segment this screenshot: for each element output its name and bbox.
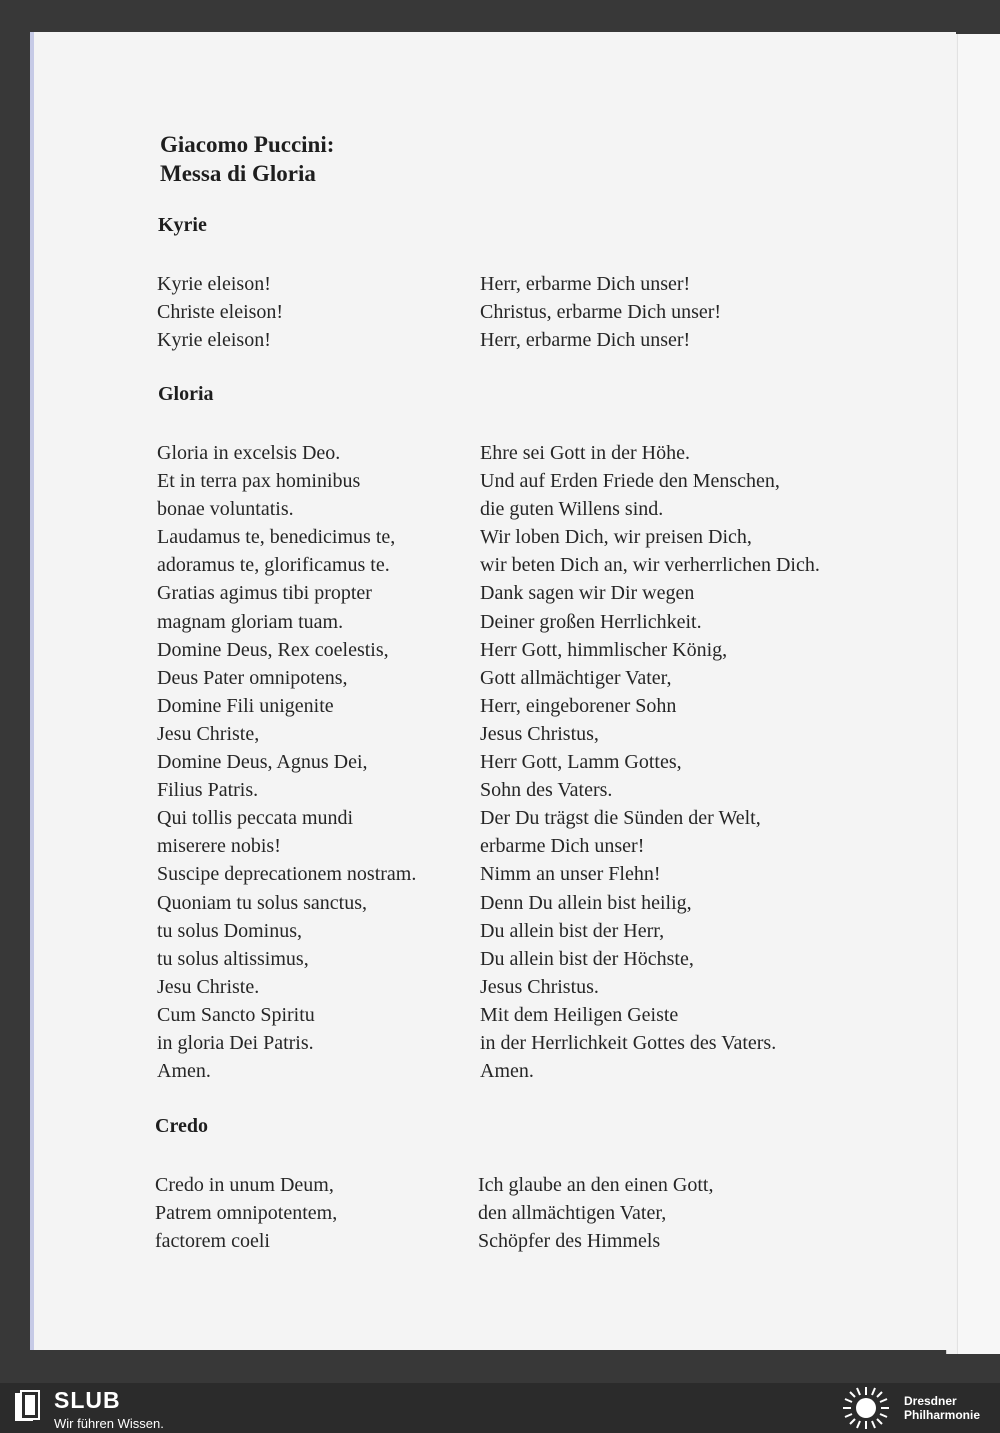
text-line: Kyrie eleison! — [157, 329, 271, 352]
text-line: Jesu Christe. — [157, 975, 260, 998]
text-line: Qui tollis peccata mundi — [157, 807, 354, 830]
text-line: Sohn des Vaters. — [480, 779, 613, 802]
text-line: wir beten Dich an, wir verherrlichen Dich. — [480, 554, 820, 577]
text-line: Kyrie eleison! — [157, 273, 271, 295]
slub-book-icon — [14, 1390, 42, 1424]
text-line: Cum Sancto Spiritu — [157, 1003, 315, 1026]
text-line: Patrem omnipotentem, — [155, 1202, 338, 1225]
text-line: Filius Patris. — [157, 779, 259, 802]
library-tagline: Wir führen Wissen. — [54, 1416, 164, 1431]
section-heading-credo: Credo — [155, 1115, 208, 1137]
text-line: Christus, erbarme Dich unser! — [480, 301, 722, 324]
partner-name-line: Dresdner — [904, 1394, 957, 1408]
text-line: erbarme Dich unser! — [480, 835, 645, 858]
credo-german-text — [478, 1171, 713, 1255]
text-line: Gott allmächtiger Vater, — [480, 666, 672, 689]
gloria-german-text — [480, 439, 820, 1085]
text-line: in gloria Dei Patris. — [157, 1031, 314, 1054]
text-line: Wir loben Dich, wir preisen Dich, — [480, 526, 752, 549]
scan-footer — [0, 1383, 1000, 1433]
text-line: adoramus te, glorificamus te. — [157, 554, 390, 577]
credo-latin-text — [155, 1171, 337, 1255]
text-line: Laudamus te, benedicimus te, — [157, 526, 396, 549]
section-heading-gloria: Gloria — [158, 383, 214, 405]
text-line: tu solus altissimus, — [157, 947, 309, 970]
text-line: tu solus Dominus, — [157, 919, 303, 942]
text-line: Deus Pater omnipotens, — [157, 666, 348, 689]
text-line: Suscipe deprecationem nostram. — [157, 863, 417, 886]
title-composer: Giacomo Puccini: — [160, 132, 335, 157]
text-line: Et in terra pax hominibus — [157, 470, 361, 493]
text-line: Credo in unum Deum, — [155, 1174, 334, 1196]
next-page-edge-inner — [957, 34, 1000, 1354]
text-line: Domine Deus, Rex coelestis, — [157, 638, 389, 661]
text-line: Quoniam tu solus sanctus, — [157, 891, 367, 914]
gloria-latin-text — [157, 439, 416, 1085]
text-line: Herr, eingeborener Sohn — [480, 694, 677, 717]
text-line: Ehre sei Gott in der Höhe. — [480, 442, 690, 464]
sunburst-icon — [840, 1385, 892, 1431]
text-line: Gratias agimus tibi propter — [157, 582, 372, 605]
text-line: Denn Du allein bist heilig, — [480, 891, 692, 914]
text-line: Jesus Christus, — [480, 722, 599, 745]
text-line: Amen. — [157, 1060, 211, 1083]
text-line: Herr Gott, himmlischer König, — [480, 638, 728, 661]
text-line: Herr, erbarme Dich unser! — [480, 273, 691, 295]
text-line: Amen. — [480, 1060, 534, 1083]
kyrie-latin-text — [157, 270, 283, 354]
text-line: Der Du trägst die Sünden der Welt, — [480, 807, 761, 830]
document-page — [30, 32, 956, 1350]
text-line: magnam gloriam tuam. — [157, 610, 344, 633]
text-line: Herr, erbarme Dich unser! — [480, 329, 691, 352]
text-line: Domine Deus, Agnus Dei, — [157, 751, 368, 774]
text-line: bonae voluntatis. — [157, 498, 294, 521]
kyrie-german-text — [480, 270, 721, 354]
text-line: factorem coeli — [155, 1230, 270, 1253]
text-line: Du allein bist der Herr, — [480, 919, 665, 942]
text-line: Mit dem Heiligen Geiste — [480, 1003, 679, 1026]
text-line: Deiner großen Herrlichkeit. — [480, 610, 702, 633]
section-heading-kyrie: Kyrie — [158, 214, 207, 236]
document-title — [160, 130, 334, 188]
text-line: miserere nobis! — [157, 835, 281, 858]
partner-name-line: Philharmonie — [904, 1408, 981, 1422]
text-line: Dank sagen wir Dir wegen — [480, 582, 695, 605]
partner-name — [904, 1394, 980, 1422]
text-line: Christe eleison! — [157, 301, 284, 324]
library-name: SLUB — [54, 1387, 121, 1413]
text-line: Domine Fili unigenite — [157, 694, 334, 717]
title-work: Messa di Gloria — [160, 161, 316, 186]
text-line: Jesu Christe, — [157, 722, 260, 745]
text-line: Herr Gott, Lamm Gottes, — [480, 751, 682, 774]
text-line: Du allein bist der Höchste, — [480, 947, 694, 970]
text-line: den allmächtigen Vater, — [478, 1202, 667, 1225]
text-line: Ich glaube an den einen Gott, — [478, 1174, 714, 1196]
text-line: Jesus Christus. — [480, 975, 599, 998]
text-line: die guten Willens sind. — [480, 498, 664, 521]
text-line: in der Herrlichkeit Gottes des Vaters. — [480, 1031, 777, 1054]
text-line: Gloria in excelsis Deo. — [157, 442, 341, 464]
text-line: Nimm an unser Flehn! — [480, 863, 661, 886]
text-line: Schöpfer des Himmels — [478, 1230, 661, 1253]
text-line: Und auf Erden Friede den Menschen, — [480, 470, 780, 493]
